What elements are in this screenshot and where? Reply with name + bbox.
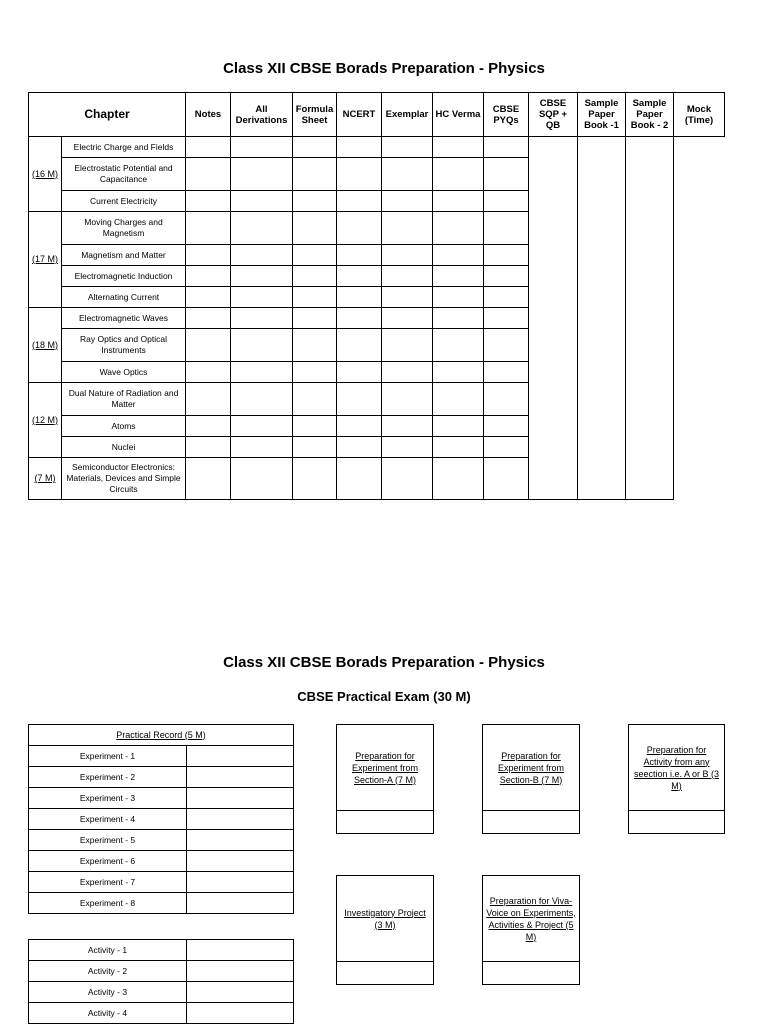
experiment-status-cell[interactable]: [187, 830, 294, 851]
progress-cell[interactable]: [186, 245, 231, 266]
progress-cell[interactable]: [293, 437, 337, 458]
unit-marks: (17 M): [29, 212, 62, 308]
progress-cell[interactable]: [382, 287, 433, 308]
progress-cell[interactable]: [382, 191, 433, 212]
progress-cell[interactable]: [293, 287, 337, 308]
activity-row: [29, 982, 294, 1003]
progress-cell[interactable]: [382, 245, 433, 266]
progress-cell[interactable]: [337, 137, 382, 158]
chapter-name: Electric Charge and Fields: [62, 137, 186, 158]
progress-cell[interactable]: [231, 287, 293, 308]
progress-cell[interactable]: [231, 458, 293, 500]
progress-cell[interactable]: [337, 287, 382, 308]
experiment-label: Experiment - 2: [29, 767, 187, 788]
progress-cell[interactable]: [484, 458, 529, 500]
experiment-status-cell[interactable]: [187, 788, 294, 809]
chapter-name: Semiconductor Electronics: Materials, Devices and Simple Circuits: [62, 458, 186, 500]
experiment-label: Experiment - 1: [29, 746, 187, 767]
progress-cell[interactable]: [484, 383, 529, 416]
experiment-status-cell[interactable]: [187, 872, 294, 893]
progress-cell[interactable]: [484, 137, 529, 158]
progress-cell[interactable]: [433, 245, 484, 266]
activity-label: Activity - 3: [29, 982, 187, 1003]
activity-box: [628, 724, 725, 834]
header-col: Mock (Time): [674, 93, 725, 137]
progress-cell[interactable]: [484, 212, 529, 245]
progress-cell[interactable]: [231, 266, 293, 287]
progress-cell[interactable]: [433, 158, 484, 191]
chapter-table: [28, 92, 725, 500]
progress-cell[interactable]: [433, 437, 484, 458]
progress-cell[interactable]: [231, 158, 293, 191]
progress-cell[interactable]: [337, 416, 382, 437]
progress-cell[interactable]: [433, 137, 484, 158]
page-title-2: Class XII CBSE Borads Preparation - Physics: [223, 654, 545, 671]
progress-cell[interactable]: [231, 191, 293, 212]
progress-cell[interactable]: [186, 137, 231, 158]
progress-cell[interactable]: [186, 158, 231, 191]
progress-cell[interactable]: [337, 329, 382, 362]
progress-cell[interactable]: [433, 308, 484, 329]
activity-row: [29, 940, 294, 961]
experiment-status-cell[interactable]: [187, 809, 294, 830]
experiment-status-cell[interactable]: [187, 851, 294, 872]
progress-cell[interactable]: [186, 287, 231, 308]
practical-record-table: [28, 724, 294, 914]
unit-marks: (12 M): [29, 383, 62, 458]
experiment-row: [29, 851, 294, 872]
experiment-label: Experiment - 3: [29, 788, 187, 809]
progress-cell[interactable]: [293, 308, 337, 329]
progress-cell[interactable]: [293, 245, 337, 266]
experiment-row: [29, 893, 294, 914]
activity-status-cell[interactable]: [187, 1003, 294, 1024]
progress-cell[interactable]: [231, 308, 293, 329]
progress-cell[interactable]: [231, 416, 293, 437]
section-a-box: [336, 724, 434, 834]
progress-cell[interactable]: [186, 416, 231, 437]
project-box: [336, 875, 434, 985]
progress-cell[interactable]: [337, 362, 382, 383]
progress-cell[interactable]: [186, 329, 231, 362]
progress-cell[interactable]: [484, 308, 529, 329]
experiment-row: [29, 809, 294, 830]
progress-cell[interactable]: [293, 416, 337, 437]
progress-cell[interactable]: [231, 383, 293, 416]
unit-marks: (7 M): [29, 458, 62, 500]
experiment-label: Experiment - 4: [29, 809, 187, 830]
progress-cell[interactable]: [186, 308, 231, 329]
project-label: Investigatory Project (3 M): [344, 907, 426, 930]
chapter-name: Moving Charges and Magnetism: [62, 212, 186, 245]
progress-cell[interactable]: [433, 329, 484, 362]
progress-cell[interactable]: [293, 362, 337, 383]
practical-record-header: Practical Record (5 M): [29, 725, 294, 746]
header-col: HC Verma: [433, 93, 484, 137]
progress-cell[interactable]: [186, 362, 231, 383]
activity-status-cell[interactable]: [187, 961, 294, 982]
progress-cell[interactable]: [433, 383, 484, 416]
progress-cell[interactable]: [433, 287, 484, 308]
progress-cell[interactable]: [231, 245, 293, 266]
progress-cell[interactable]: [293, 329, 337, 362]
section-a-label: Preparation for Experiment from Section-A (7 M): [351, 750, 419, 785]
chapter-name: Atoms: [62, 416, 186, 437]
progress-cell[interactable]: [484, 245, 529, 266]
progress-cell[interactable]: [484, 191, 529, 212]
chapter-name: Current Electricity: [62, 191, 186, 212]
progress-cell[interactable]: [337, 308, 382, 329]
experiment-label: Experiment - 7: [29, 872, 187, 893]
header-col: Notes: [186, 93, 231, 137]
chapter-name: Alternating Current: [62, 287, 186, 308]
progress-cell[interactable]: [484, 416, 529, 437]
progress-cell[interactable]: [433, 458, 484, 500]
progress-cell[interactable]: [231, 212, 293, 245]
progress-cell[interactable]: [337, 266, 382, 287]
progress-cell[interactable]: [231, 137, 293, 158]
progress-cell[interactable]: [293, 266, 337, 287]
activity-row: [29, 1003, 294, 1024]
experiment-status-cell[interactable]: [187, 746, 294, 767]
progress-cell[interactable]: [382, 416, 433, 437]
progress-cell[interactable]: [382, 266, 433, 287]
chapter-name: Magnetism and Matter: [62, 245, 186, 266]
experiment-row: [29, 872, 294, 893]
progress-cell[interactable]: [293, 458, 337, 500]
progress-cell[interactable]: [382, 437, 433, 458]
activity-status-cell[interactable]: [187, 982, 294, 1003]
activity-label: Activity - 1: [29, 940, 187, 961]
experiment-status-cell[interactable]: [187, 893, 294, 914]
experiment-row: [29, 767, 294, 788]
activity-label: Activity - 2: [29, 961, 187, 982]
header-col: Formula Sheet: [293, 93, 337, 137]
progress-cell[interactable]: [186, 191, 231, 212]
progress-cell[interactable]: [186, 383, 231, 416]
progress-cell[interactable]: [186, 212, 231, 245]
progress-cell[interactable]: [484, 266, 529, 287]
header-col: CBSE SQP + QB: [529, 93, 578, 137]
activity-status-cell[interactable]: [187, 940, 294, 961]
experiment-status-cell[interactable]: [187, 767, 294, 788]
header-col: Sample Paper Book - 2: [626, 93, 674, 137]
progress-cell[interactable]: [382, 362, 433, 383]
experiment-row: [29, 830, 294, 851]
progress-cell[interactable]: [433, 362, 484, 383]
progress-cell[interactable]: [382, 137, 433, 158]
progress-cell[interactable]: [337, 437, 382, 458]
chapter-name: Electromagnetic Waves: [62, 308, 186, 329]
header-col: All Derivations: [231, 93, 293, 137]
progress-cell[interactable]: [186, 458, 231, 500]
activity-table: [28, 939, 294, 1024]
progress-cell[interactable]: [337, 212, 382, 245]
viva-box: [482, 875, 580, 985]
practical-subtitle: CBSE Practical Exam (30 M): [297, 689, 471, 704]
progress-cell[interactable]: [484, 362, 529, 383]
chapter-row: [29, 137, 725, 158]
section-b-label: Preparation for Experiment from Section-B (7 M): [497, 750, 565, 785]
progress-cell[interactable]: [484, 329, 529, 362]
activity-label: Activity - 4: [29, 1003, 187, 1024]
progress-cell[interactable]: [293, 212, 337, 245]
progress-cell[interactable]: [293, 158, 337, 191]
progress-cell[interactable]: [231, 437, 293, 458]
progress-cell[interactable]: [433, 212, 484, 245]
chapter-name: Wave Optics: [62, 362, 186, 383]
progress-cell[interactable]: [337, 191, 382, 212]
progress-cell[interactable]: [382, 308, 433, 329]
progress-cell[interactable]: [484, 287, 529, 308]
progress-cell[interactable]: [337, 458, 382, 500]
progress-cell[interactable]: [293, 191, 337, 212]
header-chapter: Chapter: [29, 93, 186, 137]
merged-progress-cell[interactable]: [529, 137, 578, 500]
activity-label: Preparation for Activity from any seection i.e. A or B (3 M): [633, 744, 720, 791]
header-col: CBSE PYQs: [484, 93, 529, 137]
chapter-name: Nuclei: [62, 437, 186, 458]
progress-cell[interactable]: [293, 137, 337, 158]
header-col: Exemplar: [382, 93, 433, 137]
header-col: Sample Paper Book -1: [578, 93, 626, 137]
progress-cell[interactable]: [337, 245, 382, 266]
progress-cell[interactable]: [382, 212, 433, 245]
chapter-name: Electrostatic Potential and Capacitance: [62, 158, 186, 191]
experiment-row: [29, 746, 294, 767]
experiment-row: [29, 788, 294, 809]
chapter-name: Ray Optics and Optical Instruments: [62, 329, 186, 362]
progress-cell[interactable]: [382, 158, 433, 191]
progress-cell[interactable]: [433, 266, 484, 287]
header-row: [29, 93, 725, 137]
progress-cell[interactable]: [484, 437, 529, 458]
chapter-name: Electromagnetic Induction: [62, 266, 186, 287]
progress-cell[interactable]: [382, 458, 433, 500]
merged-progress-cell[interactable]: [626, 137, 674, 500]
progress-cell[interactable]: [382, 329, 433, 362]
progress-cell[interactable]: [186, 266, 231, 287]
page-title-1: Class XII CBSE Borads Preparation - Physics: [223, 60, 545, 77]
progress-cell[interactable]: [433, 191, 484, 212]
experiment-label: Experiment - 5: [29, 830, 187, 851]
chapter-name: Dual Nature of Radiation and Matter: [62, 383, 186, 416]
progress-cell[interactable]: [337, 158, 382, 191]
unit-marks: (16 M): [29, 137, 62, 212]
section-b-box: [482, 724, 580, 834]
experiment-label: Experiment - 6: [29, 851, 187, 872]
viva-label: Preparation for Viva-Voice on Experiments, Activities & Project (5 M): [486, 895, 576, 942]
experiment-label: Experiment - 8: [29, 893, 187, 914]
header-col: NCERT: [337, 93, 382, 137]
unit-marks: (18 M): [29, 308, 62, 383]
progress-cell[interactable]: [186, 437, 231, 458]
progress-cell[interactable]: [337, 383, 382, 416]
progress-cell[interactable]: [293, 383, 337, 416]
progress-cell[interactable]: [484, 158, 529, 191]
progress-cell[interactable]: [231, 362, 293, 383]
progress-cell[interactable]: [433, 416, 484, 437]
activity-row: [29, 961, 294, 982]
progress-cell[interactable]: [382, 383, 433, 416]
progress-cell[interactable]: [231, 329, 293, 362]
merged-progress-cell[interactable]: [578, 137, 626, 500]
